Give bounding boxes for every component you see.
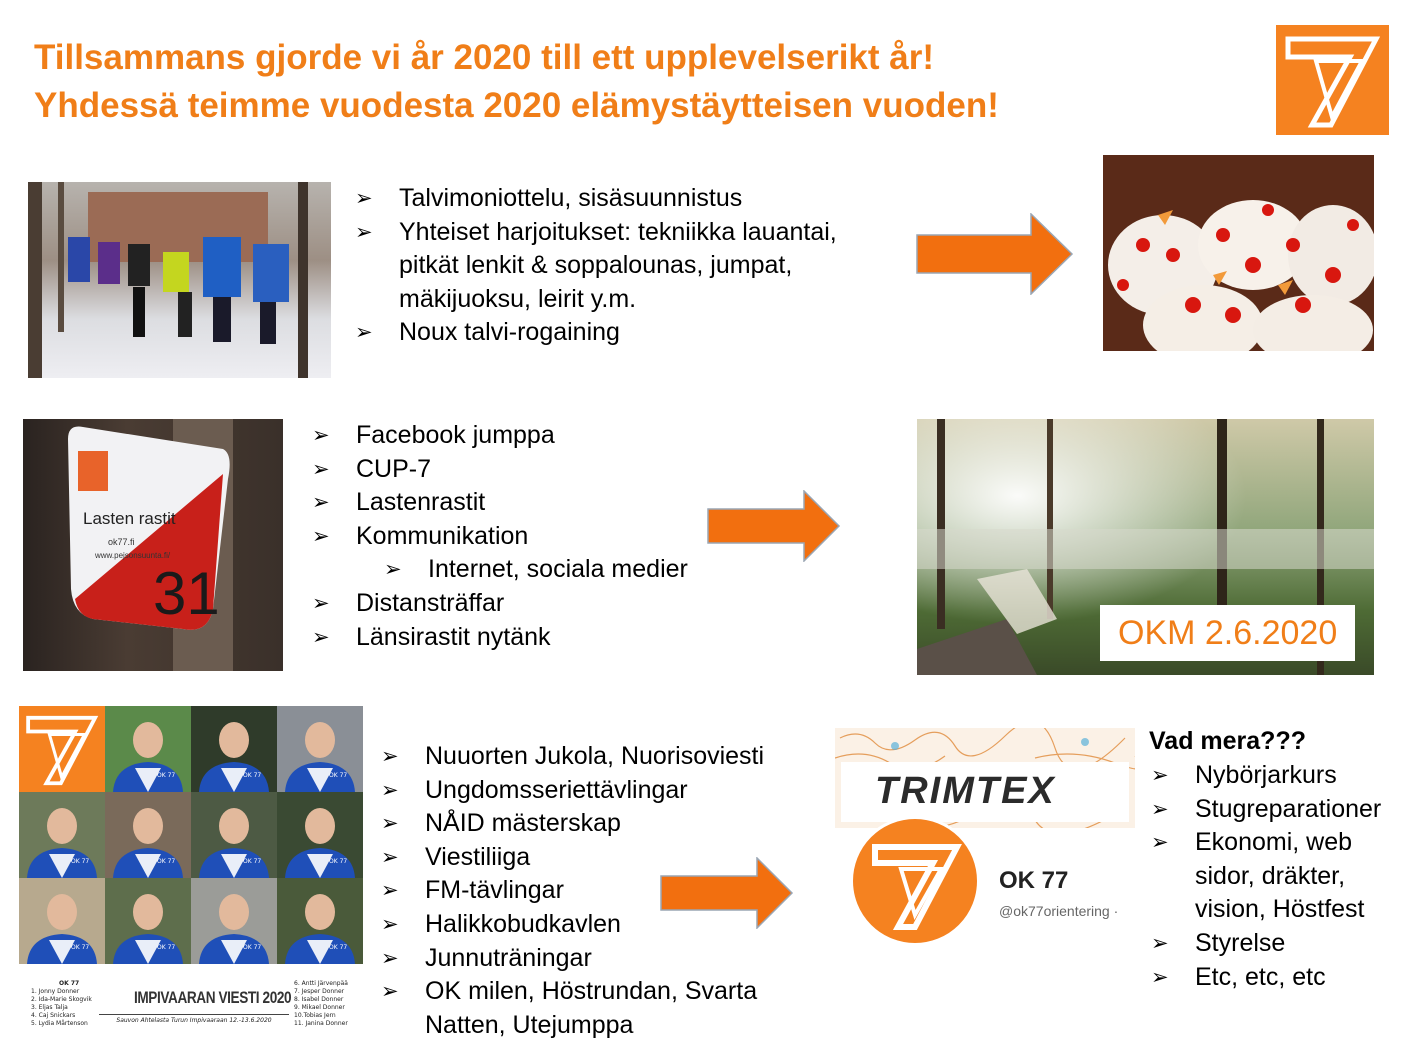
jersey-text: OK 77 xyxy=(329,944,348,951)
team-member-portrait xyxy=(277,706,363,792)
team-member-portrait xyxy=(105,706,191,792)
ok77-logo xyxy=(1276,25,1389,135)
list-item: ➢ Nybörjarkurs xyxy=(1151,759,1411,793)
sign-text: Lasten rastit xyxy=(83,509,176,528)
list-subitem: ➢ Internet, sociala medier xyxy=(312,553,782,587)
list-item: ➢ Styrelse xyxy=(1151,927,1411,961)
profile-name[interactable]: OK 77 xyxy=(999,867,1069,894)
jersey-text: OK 77 xyxy=(71,858,90,865)
more-list xyxy=(1151,759,1411,994)
right-arrow-icon xyxy=(916,213,1074,295)
jersey-text: OK 77 xyxy=(243,772,262,779)
page-title-swedish: Tillsammans gjorde vi år 2020 till ett upplevelserikt år! xyxy=(34,38,935,77)
section1-list xyxy=(355,182,895,350)
list-item: ➢ Talvimoniottelu, sisäsuunnistus xyxy=(355,182,895,216)
jersey-text: OK 77 xyxy=(329,858,348,865)
collage-names-right: 6. Antti Järvenpää 7. Jesper Donner 8. Isabel Donner 9. Mikael Donner 10.Tobias Jern 11. Janina Donner xyxy=(294,980,348,1027)
list-item: ➢ Facebook jumppa xyxy=(312,419,782,453)
list-item: ➢ Noux talvi-rogaining xyxy=(355,316,895,350)
winter-training-photo xyxy=(28,182,331,378)
ok77-logo xyxy=(19,706,105,792)
team-member-portrait xyxy=(277,792,363,878)
list-item: ➢ CUP-7 xyxy=(312,453,782,487)
collage-subtitle: Sauvon Ahtelasta Turun Impivaaraan 12.-13.6.2020 xyxy=(99,1014,289,1025)
jersey-text: OK 77 xyxy=(157,858,176,865)
team-member-portrait xyxy=(191,792,277,878)
okm-date-label: OKM 2.6.2020 xyxy=(1100,605,1355,661)
team-member-portrait xyxy=(277,878,363,964)
jersey-text: OK 77 xyxy=(157,772,176,779)
list-item: ➢ OK milen, Höstrundan, Svarta Natten, Utejumppa xyxy=(381,975,831,1042)
trimtex-text: TRIMTEX xyxy=(875,770,1056,812)
control-number: 31 xyxy=(153,560,220,627)
list-item: ➢ Viestiliiga xyxy=(381,841,831,875)
list-item: ➢ Junnuträningar xyxy=(381,942,831,976)
collage-team: OK 77 xyxy=(59,980,80,987)
control-flag-photo xyxy=(23,419,283,671)
page-title-finnish: Yhdessä teimme vuodesta 2020 elämystäytteisen vuoden! xyxy=(34,86,999,125)
team-member-portrait xyxy=(19,792,105,878)
jersey-text: OK 77 xyxy=(157,944,176,951)
list-item: ➢ Ekonomi, web sidor, dräkter, vision, Höstfest xyxy=(1151,826,1411,927)
list-item: ➢ Stugreparationer xyxy=(1151,793,1411,827)
team-member-portrait xyxy=(19,878,105,964)
team-member-portrait xyxy=(191,878,277,964)
list-item: ➢ Halikkobudkavlen xyxy=(381,908,831,942)
jersey-text: OK 77 xyxy=(243,944,262,951)
collage-title: IMPIVAARAN VIESTI 2020 xyxy=(134,988,292,1007)
list-item: ➢ Etc, etc, etc xyxy=(1151,961,1411,995)
list-item: ➢ Distansträffar xyxy=(312,587,782,621)
more-title: Vad mera??? xyxy=(1149,727,1306,755)
team-member-portrait xyxy=(191,706,277,792)
ok77-avatar[interactable] xyxy=(850,816,980,946)
team-collage xyxy=(19,706,363,1036)
trimtex-banner xyxy=(835,728,1135,828)
collage-names-left: 1. Jonny Donner 2. Ida-Marie Skogvik 3. Eljas Talja 4. Caj Snickars 5. Lydia Mårtenson xyxy=(31,988,92,1027)
team-member-portrait xyxy=(105,878,191,964)
list-item: ➢ Kommunikation xyxy=(312,520,782,554)
right-arrow-icon xyxy=(660,857,794,929)
jersey-text: OK 77 xyxy=(243,858,262,865)
forest-lake-photo xyxy=(917,419,1374,675)
profile-handle[interactable]: @ok77orientering · xyxy=(999,903,1119,919)
sign-url-2: www.pejsonsuunta.fi/ xyxy=(95,551,171,560)
list-item: ➢ Ungdomsseriettävlingar xyxy=(381,774,831,808)
list-item: ➢ Nuuorten Jukola, Nuorisoviesti xyxy=(381,740,831,774)
team-member-portrait xyxy=(105,792,191,878)
cupcakes-photo xyxy=(1103,155,1374,351)
list-item: ➢ Länsirastit nytänk xyxy=(312,621,782,655)
jersey-text: OK 77 xyxy=(329,772,348,779)
jersey-text: OK 77 xyxy=(71,944,90,951)
list-item: ➢ FM-tävlingar xyxy=(381,874,831,908)
list-item: ➢ Lastenrastit xyxy=(312,486,782,520)
list-item: ➢ NÅID mästerskap xyxy=(381,807,831,841)
sign-url: ok77.fi xyxy=(108,537,135,547)
list-item: ➢ Yhteiset harjoitukset: tekniikka lauantai, pitkät lenkit & soppalounas, jumpat, mäkijuoksu, leirit y.m. xyxy=(355,216,895,317)
right-arrow-icon xyxy=(707,490,841,562)
